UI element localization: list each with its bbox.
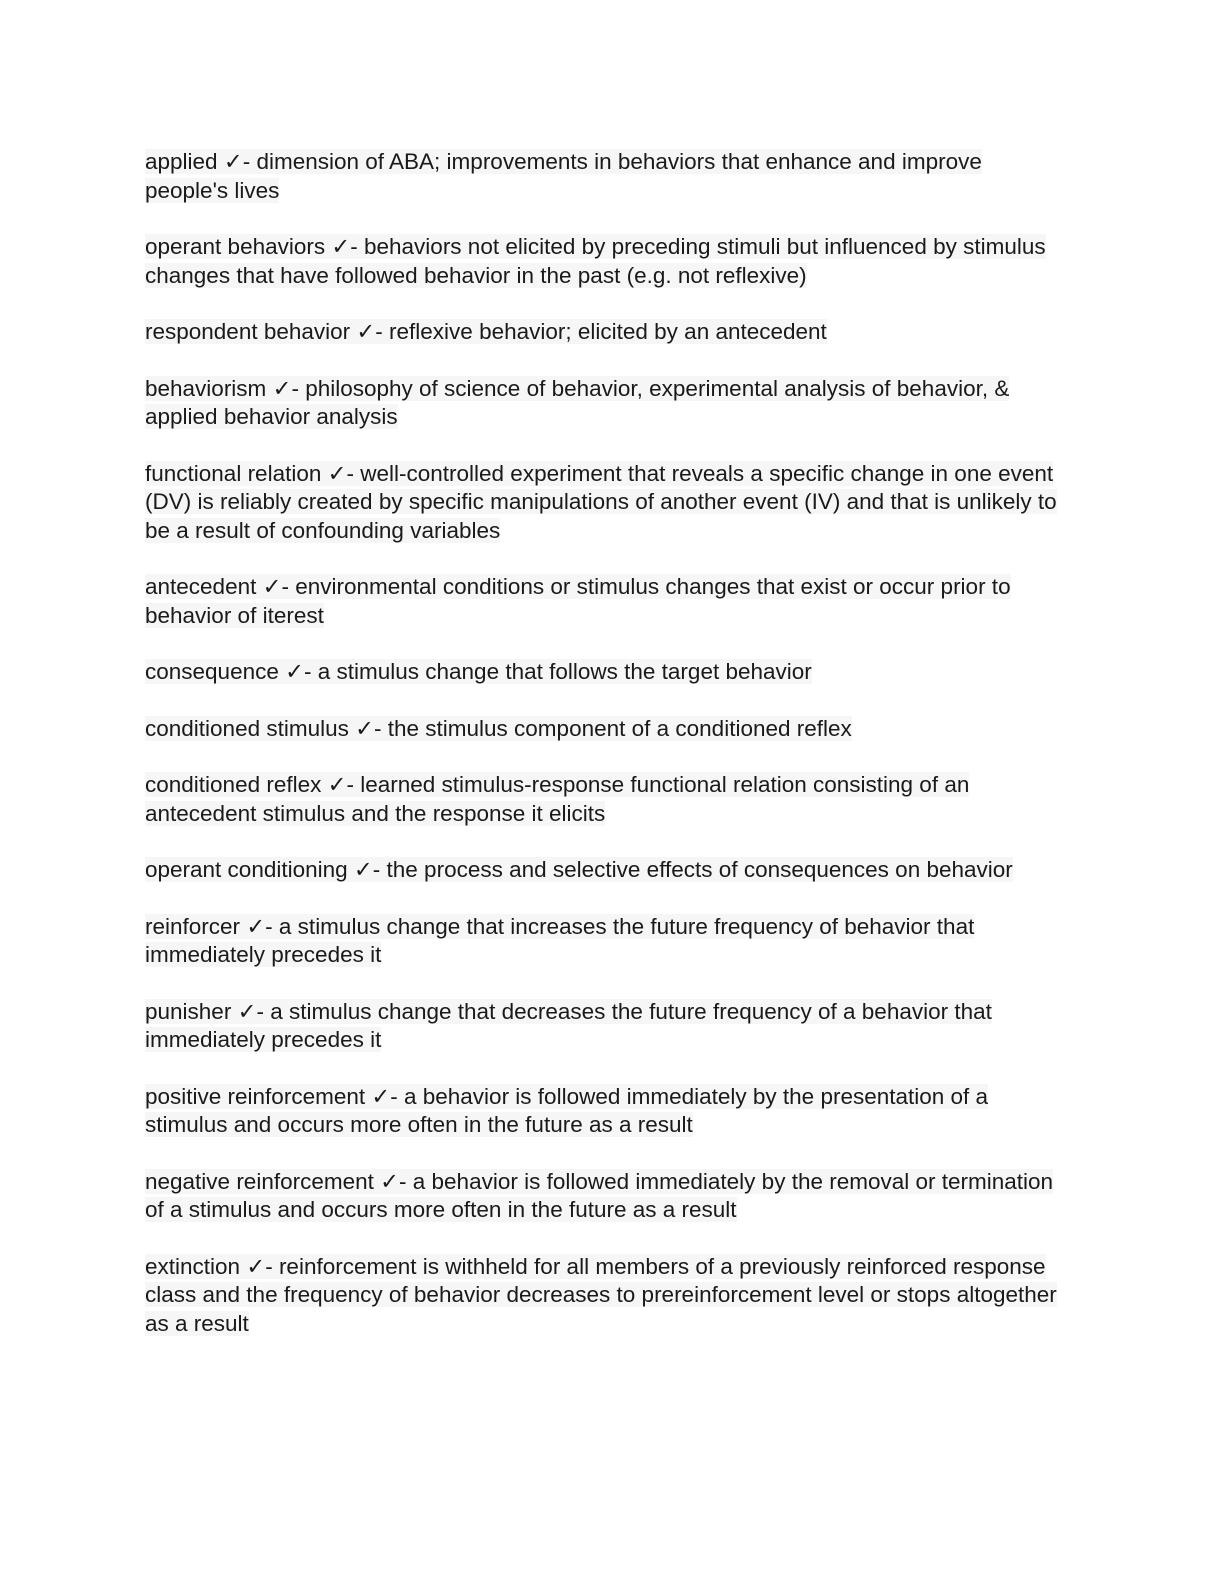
check-mark-icon: ✓	[353, 857, 373, 882]
entry-definition: a behavior is followed immediately by the presentation of a stimulus and occurs more often in the future as a result	[145, 1083, 989, 1137]
entry-term: operant behaviors	[145, 234, 326, 259]
glossary-entry	[145, 573, 1065, 630]
glossary-entry	[145, 1253, 1065, 1339]
entry-text	[145, 461, 1057, 543]
entry-definition: reinforcement is withheld for all members of a previously reinforced response class and the frequency of behavior decreases to prereinforcement level or stops altogether as a result	[145, 1253, 1057, 1336]
entry-separator: -	[346, 460, 361, 486]
check-mark-icon: ✓	[331, 234, 351, 259]
entry-separator: -	[346, 772, 361, 797]
entry-definition: reflexive behavior; elicited by an antecedent	[389, 319, 827, 344]
entry-separator: -	[399, 1168, 413, 1194]
entry-definition: learned stimulus-response functional relation consisting of an antecedent stimulus and the response it elicits	[145, 772, 970, 826]
glossary-entry	[145, 460, 1065, 546]
entry-definition: environmental conditions or stimulus changes that exist or occur prior to behavior of iterest	[145, 574, 1011, 628]
entry-term: positive reinforcement	[145, 1083, 366, 1109]
check-mark-icon: ✓	[285, 659, 304, 684]
glossary-entry	[145, 233, 1065, 290]
glossary-entry	[145, 856, 1065, 885]
check-mark-icon: ✓	[272, 375, 292, 401]
entry-definition: a stimulus change that follows the target behavior	[317, 659, 812, 684]
glossary-entry	[145, 1083, 1065, 1140]
entry-separator: -	[281, 574, 296, 599]
entry-separator: -	[291, 375, 306, 401]
glossary-list	[145, 148, 1065, 1366]
entry-text	[145, 716, 852, 741]
entry-text	[145, 659, 812, 684]
entry-term: conditioned reflex	[145, 772, 322, 797]
glossary-entry	[145, 658, 1065, 687]
check-mark-icon: ✓	[246, 1253, 266, 1279]
check-mark-icon: ✓	[371, 1083, 391, 1109]
entry-definition: a stimulus change that increases the future frequency of behavior that immediately precedes it	[145, 913, 975, 967]
glossary-entry	[145, 771, 1065, 828]
glossary-entry	[145, 998, 1065, 1055]
entry-definition: well-controlled experiment that reveals a specific change in one event (DV) is reliably created by specific manipulations of another event (IV) and that is unlikely to be a result of confounding variables	[145, 460, 1057, 543]
entry-text	[145, 999, 992, 1053]
entry-text	[145, 376, 1009, 430]
entry-text	[145, 914, 974, 968]
glossary-entry	[145, 715, 1065, 744]
entry-separator: -	[303, 659, 318, 684]
entry-text	[145, 234, 1046, 288]
entry-term: consequence	[145, 659, 279, 684]
entry-separator: -	[375, 319, 390, 344]
glossary-entry	[145, 375, 1065, 432]
entry-term: conditioned stimulus	[145, 715, 349, 741]
entry-term: punisher	[145, 998, 232, 1024]
check-mark-icon: ✓	[262, 574, 282, 599]
entry-definition: the stimulus component of a conditioned reflex	[387, 715, 852, 741]
entry-term: extinction	[145, 1253, 241, 1279]
entry-definition: dimension of ABA; improvements in behaviors that enhance and improve people's lives	[145, 149, 982, 203]
entry-text	[145, 772, 969, 826]
check-mark-icon: ✓	[355, 715, 374, 741]
check-mark-icon: ✓	[223, 149, 243, 174]
entry-separator: -	[372, 857, 387, 882]
entry-text	[145, 857, 1013, 882]
entry-term: negative reinforcement	[145, 1168, 374, 1194]
entry-text	[145, 1084, 988, 1138]
entry-separator: -	[265, 913, 279, 939]
entry-term: respondent behavior	[145, 319, 351, 344]
entry-definition: a stimulus change that decreases the future frequency of a behavior that immediately precedes it	[145, 998, 992, 1052]
glossary-entry	[145, 1168, 1065, 1225]
entry-text	[145, 574, 1011, 628]
check-mark-icon: ✓	[327, 772, 347, 797]
entry-separator: -	[390, 1083, 404, 1109]
glossary-entry	[145, 318, 1065, 347]
glossary-entry	[145, 148, 1065, 205]
entry-separator: -	[374, 715, 388, 741]
entry-term: operant conditioning	[145, 857, 348, 882]
entry-separator: -	[242, 149, 257, 174]
entry-term: antecedent	[145, 574, 257, 599]
entry-definition: behaviors not elicited by preceding stimuli but influenced by stimulus changes that have followed behavior in the past (e.g. not reflexive)	[145, 234, 1046, 288]
entry-text	[145, 1169, 1053, 1223]
check-mark-icon: ✓	[380, 1168, 400, 1194]
entry-term: reinforcer	[145, 913, 241, 939]
entry-definition: the process and selective effects of consequences on behavior	[386, 857, 1013, 882]
check-mark-icon: ✓	[356, 319, 376, 344]
check-mark-icon: ✓	[327, 460, 347, 486]
entry-text	[145, 149, 982, 203]
entry-separator: -	[265, 1253, 279, 1279]
glossary-entry	[145, 913, 1065, 970]
check-mark-icon: ✓	[237, 998, 257, 1024]
entry-text	[145, 1254, 1057, 1336]
entry-definition: a behavior is followed immediately by the removal or termination of a stimulus and occurs more often in the future as a result	[145, 1168, 1054, 1222]
entry-term: functional relation	[145, 460, 322, 486]
check-mark-icon: ✓	[246, 913, 266, 939]
entry-separator: -	[350, 234, 364, 259]
entry-separator: -	[256, 998, 271, 1024]
entry-text	[145, 319, 827, 344]
entry-definition: philosophy of science of behavior, experimental analysis of behavior, & applied behavior analysis	[145, 375, 1010, 429]
entry-term: applied	[145, 149, 218, 174]
entry-term: behaviorism	[145, 375, 267, 401]
